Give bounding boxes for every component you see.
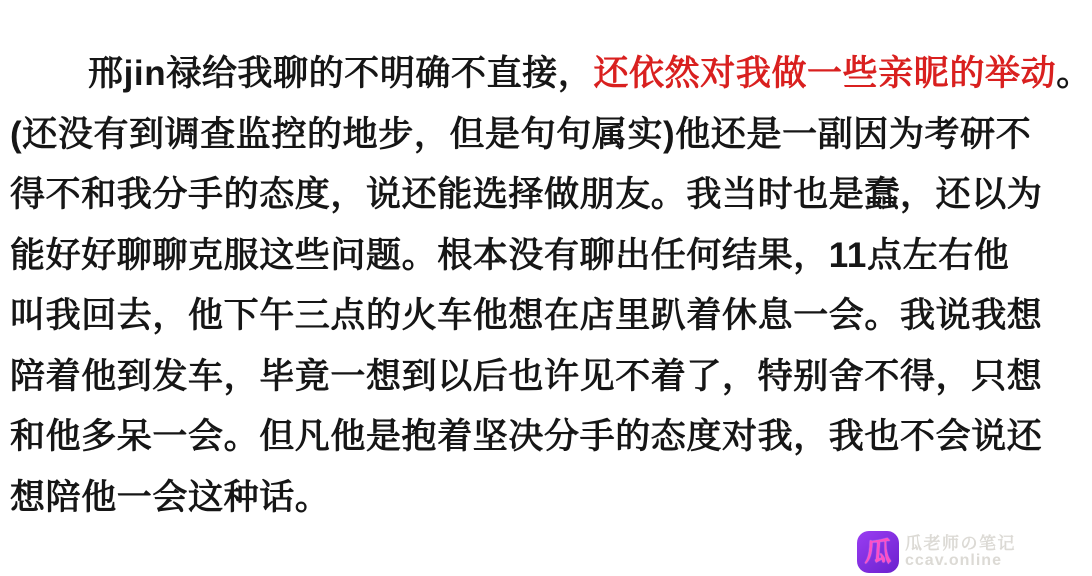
highlighted-text-segment: 还依然对我做一些亲昵的举动 bbox=[593, 54, 1057, 93]
watermark-text bbox=[905, 535, 1016, 570]
melon-glyph-icon: 瓜 bbox=[863, 536, 893, 567]
text-line bbox=[10, 347, 1043, 408]
text-segment: 。 bbox=[1056, 54, 1092, 93]
text-line bbox=[10, 165, 1043, 226]
watermark-logo-icon bbox=[857, 531, 899, 573]
text-line bbox=[10, 286, 1043, 347]
text-line bbox=[10, 226, 1016, 287]
text-line bbox=[10, 407, 1043, 468]
text-segment: 能好好聊聊克服这些问题。根本没有聊出任何结果，11点左右他 bbox=[10, 235, 1010, 275]
text-segment: 邢jin禄给我聊的不明确不直接， bbox=[88, 54, 594, 93]
text-segment: 陪着他到发车，毕竟一想到以后也许见不着了，特别舍不得，只想 bbox=[10, 356, 1043, 396]
watermark bbox=[857, 531, 1016, 573]
text-segment: 叫我回去，他下午三点的火车他想在店里趴着休息一会。我说我想 bbox=[10, 296, 1043, 335]
paragraph bbox=[10, 44, 1092, 528]
text-segment: 想陪他一会这种话。 bbox=[10, 477, 331, 517]
text-line bbox=[10, 105, 1032, 166]
watermark-title: 瓜老师の笔记 bbox=[905, 533, 1016, 553]
text-segment: (还没有到调查监控的地步，但是句句属实)他还是一副因为考研不 bbox=[10, 114, 1032, 154]
text-line bbox=[10, 44, 1092, 105]
text-segment: 和他多呆一会。但凡他是抱着坚决分手的态度对我，我也不会说还 bbox=[10, 417, 1043, 456]
text-segment: 得不和我分手的态度，说还能选择做朋友。我当时也是蠢，还以为 bbox=[10, 175, 1043, 214]
text-line bbox=[10, 468, 1016, 529]
watermark-url: ccav.online bbox=[905, 551, 1002, 569]
